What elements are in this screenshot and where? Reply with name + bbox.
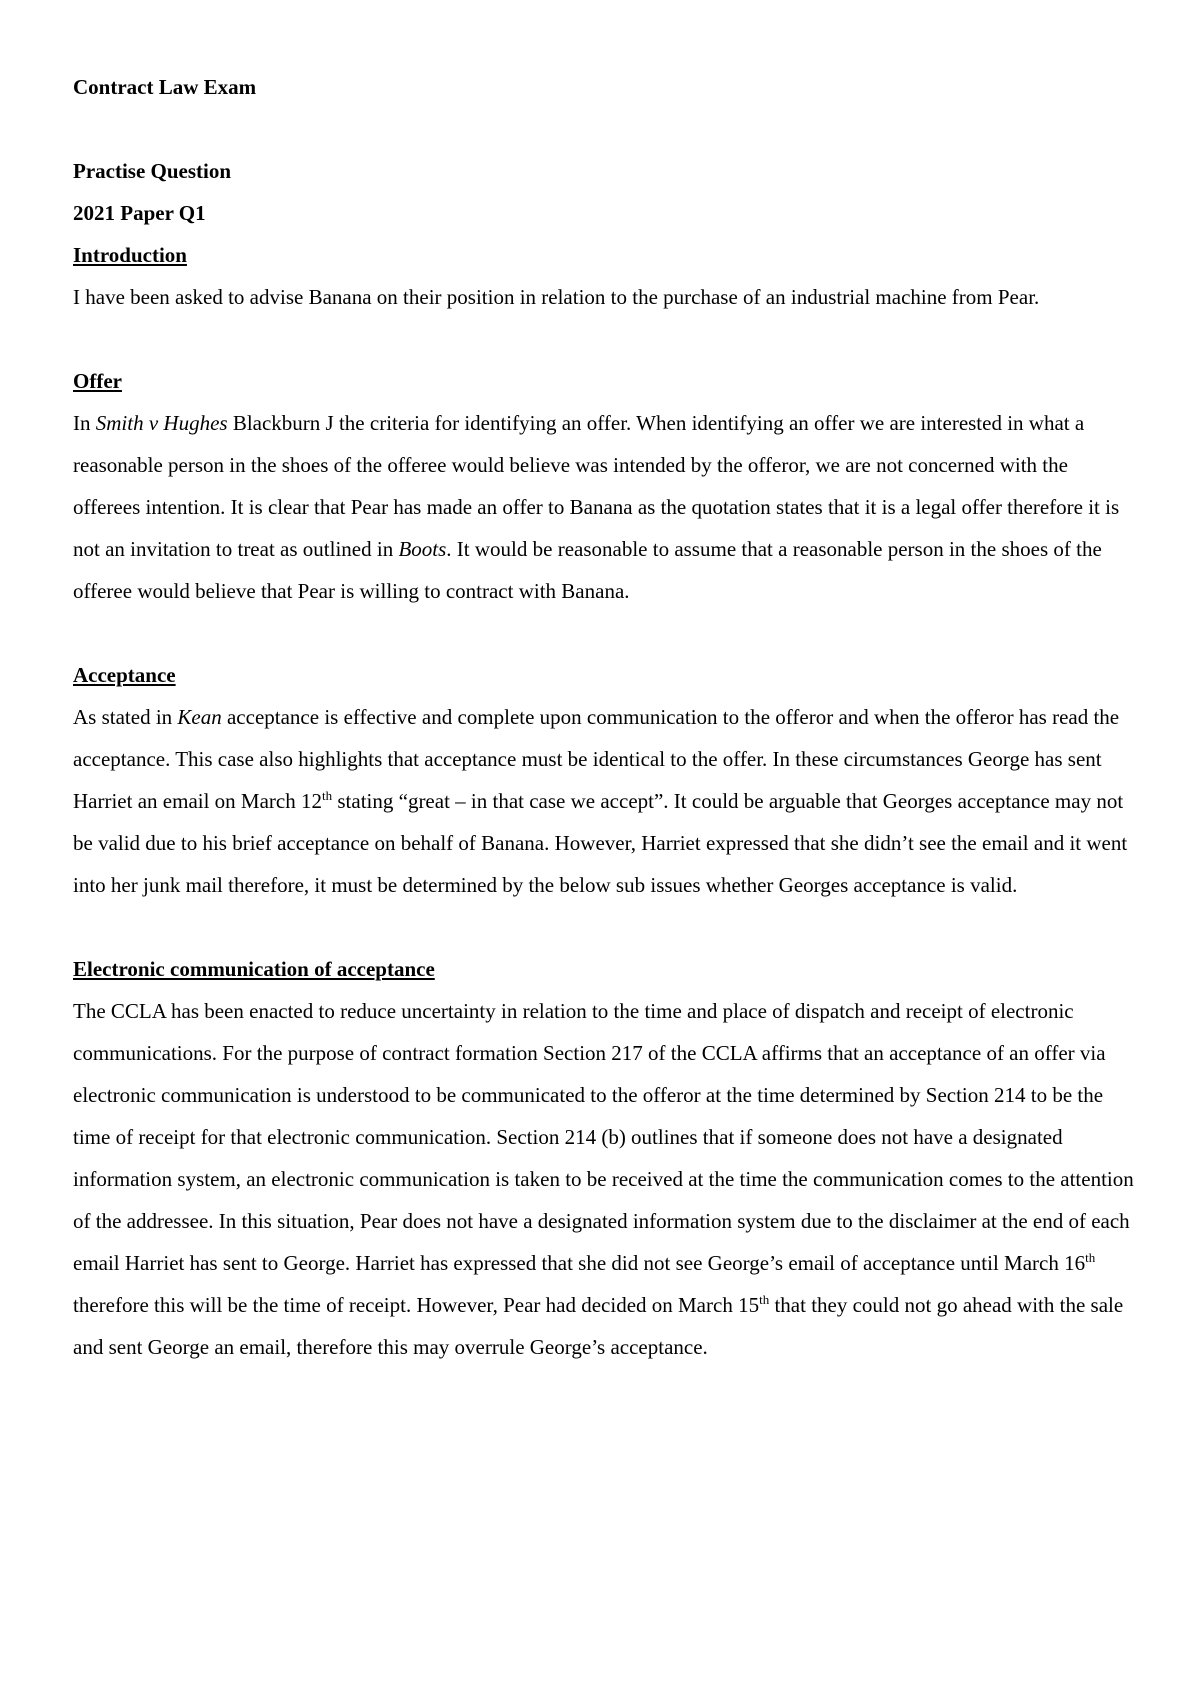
electronic-communication-heading: Electronic communication of acceptance [73, 957, 435, 981]
introduction-paragraph: I have been asked to advise Banana on their position in relation to the purchase of an industrial machine from Pear. [73, 285, 1040, 309]
section-gap [73, 906, 1138, 948]
section-gap [73, 318, 1138, 360]
case-name-smith-v-hughes: Smith v Hughes [95, 411, 228, 435]
ordinal-suffix: th [1085, 1250, 1096, 1265]
offer-text-2: Blackburn J the criteria for identifying an offer. When identifying an offer we are interested in what a reasonable person in the shoes of the offeree would believe was intended by the offeror, we are not concerned with the offerees intention. It is clear that Pear has made an offer to Banana as the quotation states that it is a legal offer therefore it is not an invitation to treat as outlined in [73, 411, 1120, 561]
document-page [73, 66, 1138, 1368]
electronic-communication-paragraph [73, 990, 1138, 1368]
offer-heading: Offer [73, 369, 122, 393]
ordinal-suffix: th [322, 788, 333, 803]
case-name-kean: Kean [177, 705, 222, 729]
introduction-heading: Introduction [73, 243, 187, 267]
question-label: Practise Question [73, 159, 232, 183]
paper-label: 2021 Paper Q1 [73, 201, 206, 225]
offer-text-1: In [73, 411, 96, 435]
document-title: Contract Law Exam [73, 75, 257, 99]
acceptance-text-2: acceptance is effective and complete upon communication to the offeror and when the offeror has read the acceptance. This case also highlights that acceptance must be identical to the offer. In these circumstances George has sent Harriet an email on March 12 [73, 705, 1120, 813]
electronic-text-1: The CCLA has been enacted to reduce uncertainty in relation to the time and place of dispatch and receipt of electronic communications. For the purpose of contract formation Section 217 of the CCLA affirms that an acceptance of an offer via electronic communication is understood to be communicated to the offeror at the time determined by Section 214 to be the time of receipt for that electronic communication. Section 214 (b) outlines that if someone does not have a designated information system, an electronic communication is taken to be received at the time the communication comes to the attention of the addressee. In this situation, Pear does not have a designated information system due to the disclaimer at the end of each email Harriet has sent to George. Harriet has expressed that she did not see George’s email of acceptance until March 16 [73, 999, 1134, 1275]
electronic-text-3: that they could not go ahead with the sale and sent George an email, therefore this may overrule George’s acceptance. [73, 1293, 1124, 1359]
acceptance-text-3: stating “great – in that case we accept”. It could be arguable that Georges acceptance may not be valid due to his brief acceptance on behalf of Banana. However, Harriet expressed that she didn’t see the email and it went into her junk mail therefore, it must be determined by the below sub issues whether Georges acceptance is valid. [73, 789, 1128, 897]
offer-text-3: . It would be reasonable to assume that a reasonable person in the shoes of the offeree would believe that Pear is willing to contract with Banana. [73, 537, 1102, 603]
section-gap [73, 612, 1138, 654]
case-name-boots: Boots [398, 537, 447, 561]
ordinal-suffix: th [759, 1292, 770, 1307]
acceptance-paragraph [73, 696, 1138, 906]
offer-paragraph [73, 402, 1138, 612]
acceptance-text-1: As stated in [73, 705, 178, 729]
acceptance-heading: Acceptance [73, 663, 176, 687]
electronic-text-2: therefore this will be the time of receipt. However, Pear had decided on March 15 [73, 1293, 760, 1317]
